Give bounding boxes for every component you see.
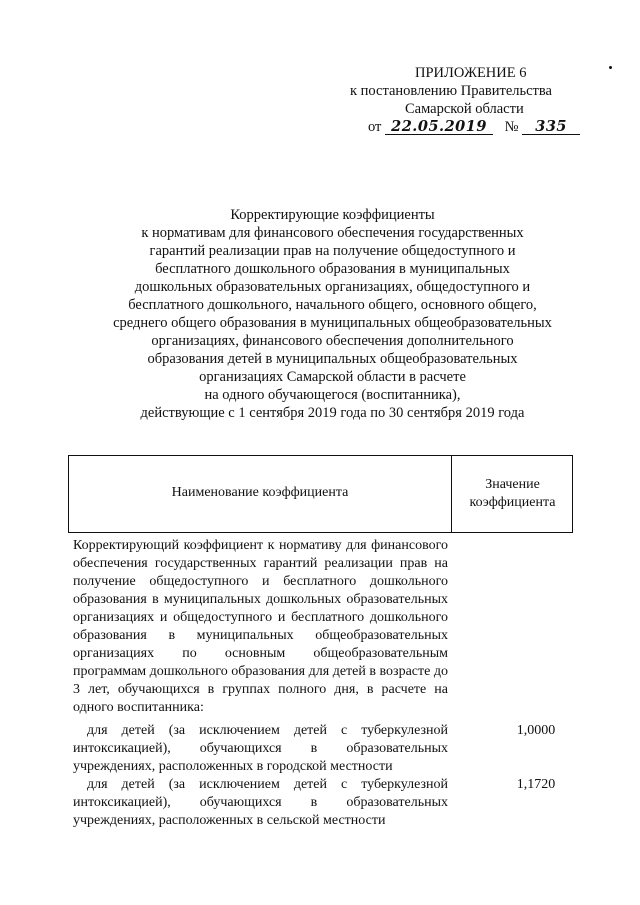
heading-line: на одного обучающегося (воспитанника), bbox=[204, 387, 461, 403]
handwritten-number: 335 bbox=[522, 119, 580, 135]
column-header-name: Наименование коэффициента bbox=[171, 485, 349, 500]
heading-line: к нормативам для финансового обеспечения государственных bbox=[141, 225, 524, 241]
table-row bbox=[73, 776, 573, 830]
scan-speck bbox=[609, 66, 612, 69]
heading-line: бесплатного дошкольного образования в муниципальных bbox=[155, 261, 510, 277]
row-name bbox=[73, 722, 448, 776]
row-value: 1,0000 bbox=[516, 723, 556, 738]
table-row bbox=[73, 722, 573, 776]
heading-line: дошкольных образовательных организациях, общедоступного и bbox=[134, 279, 531, 295]
heading-line: действующие с 1 сентября 2019 года по 30 сентября 2019 года bbox=[140, 405, 525, 421]
row-name-text: для детей (за исключением детей с туберкулезной интоксикацией), обучающихся в образовательных учреждениях, расположенных в городской местности bbox=[73, 723, 448, 774]
heading-line: организациях, финансового обеспечения дополнительного bbox=[151, 333, 514, 349]
column-header-value-line2: коэффициента bbox=[469, 495, 556, 510]
column-header-value-line1: Значение bbox=[485, 477, 540, 492]
appendix-title: ПРИЛОЖЕНИЕ 6 bbox=[415, 65, 527, 81]
heading-line: образования детей в муниципальных общеобразовательных bbox=[147, 351, 518, 367]
row-name bbox=[73, 776, 448, 830]
document-heading bbox=[60, 206, 605, 422]
handwritten-date: 22.05.2019 bbox=[385, 119, 493, 135]
appendix-region-line: Самарской области bbox=[405, 101, 524, 117]
appendix-date-line bbox=[340, 118, 570, 136]
heading-line: бесплатного дошкольного, начального общего, основного общего, bbox=[128, 297, 537, 313]
number-prefix: № bbox=[504, 119, 519, 135]
date-prefix: от bbox=[368, 119, 382, 135]
heading-line: Корректирующие коэффициенты bbox=[230, 207, 435, 223]
column-header-value bbox=[452, 476, 573, 512]
coefficients-table-header bbox=[68, 455, 573, 533]
heading-line: гарантий реализации прав на получение общедоступного и bbox=[149, 243, 516, 259]
row-value: 1,1720 bbox=[516, 777, 556, 792]
appendix-block bbox=[340, 64, 570, 136]
appendix-decree-line: к постановлению Правительства bbox=[350, 83, 552, 99]
heading-line: организациях Самарской области в расчете bbox=[199, 369, 466, 385]
coefficient-intro-text: Корректирующий коэффициент к нормативу для финансового обеспечения государственных гарантий реализации прав на получение общедоступного и бесплатного дошкольного образования в муниципальных дошкольных образовательных организациях и общедоступного и бесплатного дошкольного образования в муниципальных общеобразовательных организациях по основным общеобразовательным программам дошкольного образования для детей в возрасте до 3 лет, обучающихся в группах полного дня, в расчете на одного воспитанника: bbox=[73, 538, 448, 715]
row-name-text: для детей (за исключением детей с туберкулезной интоксикацией), обучающихся в образовательных учреждениях, расположенных в сельской местности bbox=[73, 777, 448, 828]
heading-line: среднего общего образования в муниципальных общеобразовательных bbox=[113, 315, 552, 331]
